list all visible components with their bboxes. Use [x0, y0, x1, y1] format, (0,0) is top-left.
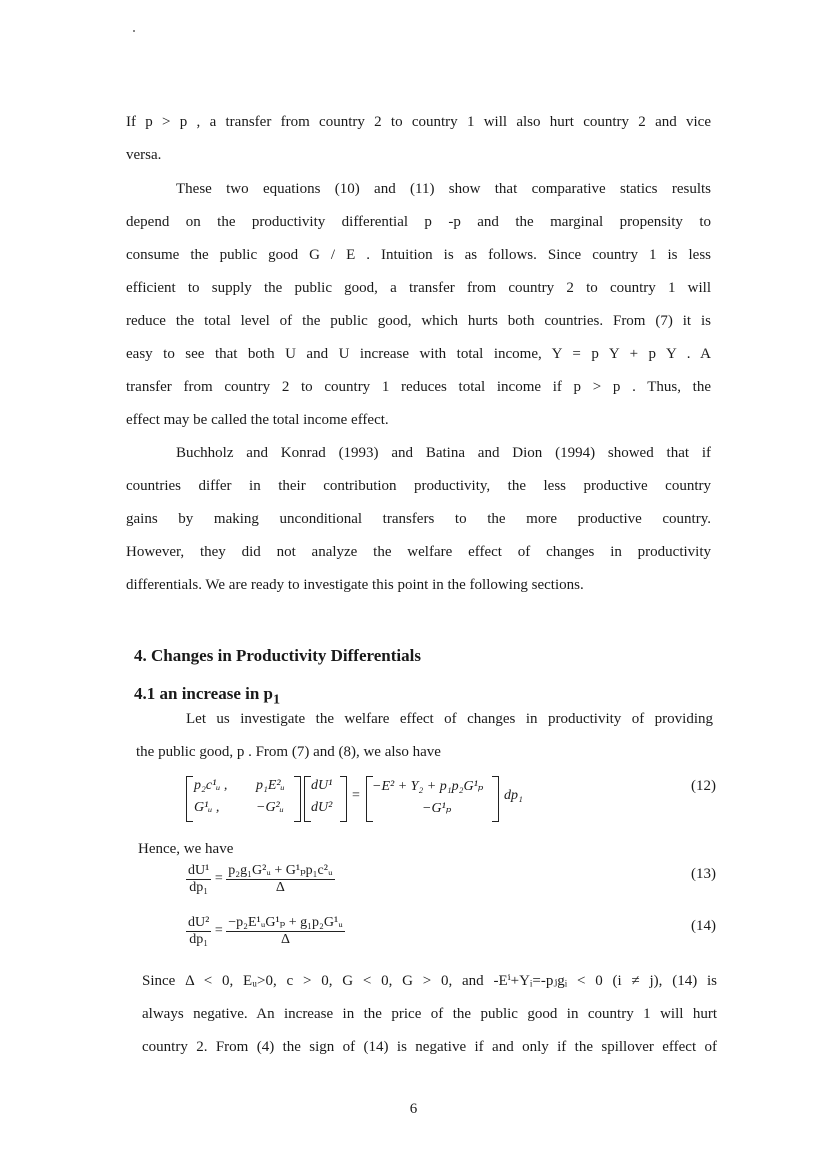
- matrix-cell-11: p₂c¹ᵤ ,: [194, 778, 228, 793]
- scan-speck: [133, 30, 135, 32]
- text-line: depend on the productivity differential p -p and the marginal propensity to: [126, 214, 711, 230]
- rhs-factor: dp₁: [504, 788, 523, 803]
- equals-sign: =: [352, 788, 360, 803]
- comparative-statics-paragraph: [126, 173, 711, 437]
- text-line: always negative. An increase in the price of the public good in country 1 will hurt: [142, 1006, 717, 1022]
- text-line: These two equations (10) and (11) show that comparative statics results: [176, 181, 711, 197]
- text-line: reduce the total level of the public good, which hurts both countries. From (7) it is: [126, 313, 711, 329]
- matrix-right-bracket: [294, 776, 301, 822]
- section-heading: 4. Changes in Productivity Differentials: [134, 646, 421, 665]
- vector-right-bracket: [340, 776, 347, 822]
- rhs-cell-2: −G¹ₚ: [422, 801, 452, 816]
- rhs-numerator: −p₂E¹ᵤG¹ₚ + g₁p₂G¹ᵤ: [228, 915, 343, 930]
- literature-paragraph: [126, 437, 711, 602]
- text-line: Since Δ < 0, Eᵤ>0, c > 0, G < 0, G > 0, and -Eⁱ+Yᵢ=-pⱼgᵢ < 0 (i ≠ j), (14) is: [142, 973, 717, 989]
- rhs-denominator: Δ: [275, 880, 285, 895]
- text-line: easy to see that both U and U increase with total income, Y = p Y + p Y . A: [126, 346, 711, 362]
- equation-number: (12): [691, 778, 716, 794]
- subsection-heading-text: 4.1 an increase in p: [134, 684, 274, 703]
- hence-text: Hence, we have: [138, 841, 234, 857]
- lhs-numerator: dU²: [188, 914, 210, 930]
- lhs-denominator: dp₁: [189, 879, 209, 895]
- text-line: If p > p , a transfer from country 2 to country 1 will also hurt country 2 and vice: [126, 114, 711, 130]
- vector-left-bracket: [304, 776, 311, 822]
- rhs-fraction: [226, 914, 345, 948]
- lhs-fraction: [186, 915, 211, 948]
- text-line: transfer from country 2 to country 1 reduces total income if p > p . Thus, the: [126, 379, 711, 395]
- sign-analysis-paragraph: [142, 965, 717, 1064]
- lhs-denominator: dp₁: [189, 931, 209, 947]
- text-line: countries differ in their contribution productivity, the less productive country: [126, 478, 711, 494]
- text-line: country 2. From (4) the sign of (14) is negative if and only if the spillover effect of: [142, 1039, 717, 1055]
- text-line: Let us investigate the welfare effect of changes in productivity of providing: [186, 711, 713, 727]
- vector-cell-1: dU¹: [311, 778, 333, 793]
- page-number: 6: [409, 1101, 418, 1117]
- text-line: differentials. We are ready to investigate this point in the following sections.: [126, 577, 584, 593]
- rhs-denominator: Δ: [281, 932, 291, 947]
- equation-13: [186, 862, 716, 896]
- equation-12: [186, 776, 716, 824]
- vector-cell-2: dU²: [311, 800, 333, 815]
- lhs-numerator: dU¹: [188, 862, 210, 878]
- text-line: Buchholz and Konrad (1993) and Batina and Dion (1994) showed that if: [176, 445, 711, 461]
- equation-number: (13): [691, 866, 716, 882]
- rhs-numerator: p₂g₁G²ᵤ + G¹ₚp₁c²ᵤ: [228, 863, 333, 878]
- lhs-fraction: [186, 863, 211, 896]
- subsection-heading-subscript: 1: [273, 691, 281, 708]
- text-line: effect may be called the total income effect.: [126, 412, 389, 428]
- matrix-cell-21: G¹ᵤ ,: [194, 800, 220, 815]
- equals-sign: =: [214, 871, 223, 887]
- text-line: versa.: [126, 147, 162, 163]
- intro-paragraph: [126, 106, 711, 172]
- matrix-cell-22: −G²ᵤ: [256, 800, 284, 815]
- text-line: the public good, p . From (7) and (8), we also have: [136, 744, 441, 760]
- matrix-left-bracket: [186, 776, 193, 822]
- rhs-cell-1: −E² + Y₂ + p₁p₂G¹ₚ: [372, 779, 484, 794]
- equals-sign: =: [214, 923, 223, 939]
- equation-number: (14): [691, 918, 716, 934]
- investigation-paragraph: [136, 703, 713, 769]
- text-line: However, they did not analyze the welfare effect of changes in productivity: [126, 544, 711, 560]
- matrix-cell-12: p₁E²ᵤ: [256, 778, 285, 793]
- text-line: consume the public good G / E . Intuition is as follows. Since country 1 is less: [126, 247, 711, 263]
- rhs-fraction: [226, 862, 334, 896]
- text-line: gains by making unconditional transfers to the more productive country.: [126, 511, 711, 527]
- equation-14: [186, 914, 716, 948]
- text-line: efficient to supply the public good, a transfer from country 2 to country 1 will: [126, 280, 711, 296]
- rhs-right-bracket: [492, 776, 499, 822]
